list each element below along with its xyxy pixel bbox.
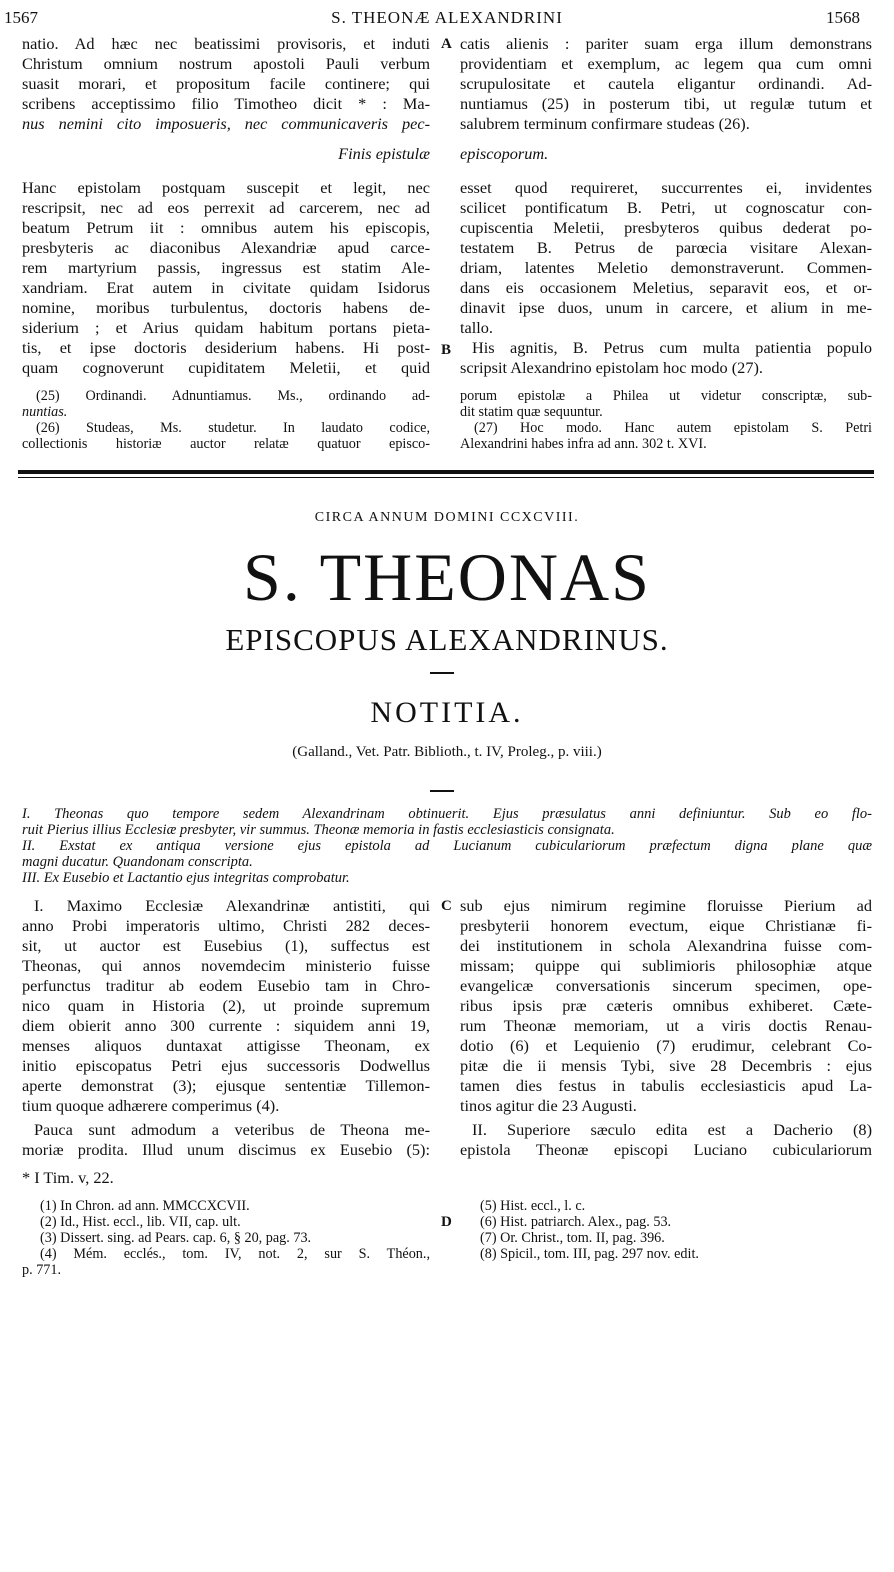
text-line: tium quoque adhærere comperimus (4). — [22, 1096, 280, 1115]
text-line: moriæ prodita. Illud unum discimus ex Eusebio (5): — [22, 1140, 430, 1159]
text-line: scilicet pontificatum B. Petri, ut cognoscatur con- — [460, 198, 872, 217]
finis-right: episcoporum. — [460, 144, 549, 163]
text-line: ribus ipsis præ cæteris omnibus exhiberet. Cæte- — [460, 996, 872, 1015]
text-line: salubrem terminum confirmare studeas (26). — [460, 114, 750, 133]
text-line: scrupulositate et cautela eligantur ordinandi. Ad- — [460, 74, 872, 93]
page-number-left: 1567 — [4, 8, 38, 27]
text-line: Christum omnium nostrum apostoli Pauli verbum — [22, 54, 430, 73]
footnote-line: dit statim quæ sequuntur. — [460, 404, 603, 420]
text-line: tinos agitur die 23 Augusti. — [460, 1096, 637, 1115]
text-line: aperte demonstrat (3); ejusque sententiæ Tillemon- — [22, 1076, 430, 1095]
source-line: (Galland., Vet. Patr. Biblioth., t. IV, Proleg., p. viii.) — [292, 744, 602, 760]
footnote-line: (26) Studeas, Ms. studetur. In laudato codice, — [36, 420, 430, 436]
text-line: nuntiamus (25) in posterum tibi, ut regulæ tutum et — [460, 94, 872, 113]
footnote-line: (25) Ordinandi. Adnuntiamus. Ms., ordinando ad- — [36, 388, 430, 404]
footnote-line: (7) Or. Christ., tom. II, pag. 396. — [480, 1230, 665, 1246]
text-line: tamen dies festus in tabulis ecclesiasticis apud La- — [460, 1076, 872, 1095]
footnote-line: collectionis historiæ auctor relatæ quatuor episco- — [22, 436, 430, 452]
summary-line: magni ducatur. Quandonam conscripta. — [22, 854, 253, 870]
text-line: providentiam et exemplum, ac legem qua cum omni — [460, 54, 872, 73]
summary-line: ruit Pierius illius Ecclesiæ presbyter, vir summus. Theonæ memoria in fastis ecclesiasticis consignata. — [22, 822, 615, 838]
main-title: S. THEONAS — [243, 539, 651, 615]
text-line: presbyteris ac diaconibus Alexandriæ apud carce- — [22, 238, 430, 257]
text-line: rem martyrium passis, ingressus est statim Ale- — [22, 258, 430, 277]
footnote-line: nuntias. — [22, 404, 68, 420]
short-rule — [430, 790, 454, 792]
text-line: missam; quippe qui sublimioris philosophiæ atque — [460, 956, 872, 975]
text-line: beatum Petrum iit : omnibus autem his episcopis, — [22, 218, 430, 237]
text-line: evangelicæ conversationis sincerum specimen, ope- — [460, 976, 872, 995]
text-line: dans eis occasionem Meletius, separavit eos, et or- — [460, 278, 872, 297]
text-line: nomine, moribus turbulentus, doctoris habens de- — [22, 298, 430, 317]
footnote-line: (2) Id., Hist. eccl., lib. VII, cap. ult. — [40, 1214, 241, 1230]
text-line: pitæ die ii mensis Tybi, sive 28 Decembris : ejus — [460, 1056, 872, 1075]
circa-heading: CIRCA ANNUM DOMINI CCXCVIII. — [314, 510, 580, 525]
margin-letter-c: C — [441, 898, 452, 914]
notitia-heading: NOTITIA. — [370, 696, 524, 729]
text-line: cupiscentia Meletii, presbyteros quibus dederat po- — [460, 218, 872, 237]
finis-left: Finis epistulæ — [338, 144, 430, 163]
text-line: Theonas, qui annos novemdecim ministerio fuisse — [22, 956, 430, 975]
text-line: rescripsit, nec ad eos perrexit ad carcerem, nec ad — [22, 198, 430, 217]
text-line: I. Maximo Ecclesiæ Alexandrinæ antistiti, qui — [34, 896, 430, 915]
subtitle: EPISCOPUS ALEXANDRINUS. — [225, 622, 669, 657]
text-line: sit, ut auctor est Eusebius (1), suffectus est — [22, 936, 430, 955]
footnote-line: p. 771. — [22, 1262, 62, 1278]
separator-rule-thick — [18, 470, 874, 474]
text-line: nus nemini cito imposueris, nec communicaveris pec- — [22, 114, 430, 133]
footnote-line: (27) Hoc modo. Hanc autem epistolam S. Petri — [474, 420, 872, 436]
text-line: tallo. — [460, 318, 494, 337]
text-line: dei institutionem in schola Alexandrina fuisse com- — [460, 936, 872, 955]
footnote-line: (4) Mém. ecclés., tom. IV, not. 2, sur S. Théon., — [40, 1246, 430, 1262]
text-line: diem obierit anno 300 currente : siquidem anni 19, — [22, 1016, 430, 1035]
text-line: anno Probi imperatoris ultimo, Christi 282 deces- — [22, 916, 430, 935]
running-title: S. THEONÆ ALEXANDRINI — [331, 8, 563, 27]
text-line: scripsit Alexandrino epistolam hoc modo (27). — [460, 358, 763, 377]
text-line: menses aliquos duntaxat attigisse Theonam, ex — [22, 1036, 430, 1055]
text-line: testatem B. Petrus de parœcia visitare Alexan- — [460, 238, 872, 257]
text-line: xandriam. Erat autem in civitate quidam Isidorus — [22, 278, 430, 297]
text-line: scribens acceptissimo filio Timotheo dicit * : Ma- — [22, 94, 430, 113]
footnote-line: (3) Dissert. sing. ad Pears. cap. 6, § 20, pag. 73. — [40, 1230, 312, 1246]
text-line: nico quam in Historia (2), ut proinde supremum — [22, 996, 430, 1015]
text-line: natio. Ad hæc nec beatissimi provisoris, et induti — [22, 34, 430, 53]
text-line: dinavit ipse duos, unum in carcere, et alium in me- — [460, 298, 872, 317]
text-line: rum Theonæ memoriam, ut a viris doctis Renau- — [460, 1016, 872, 1035]
page-number-right: 1568 — [826, 8, 860, 27]
footnote-line: (5) Hist. eccl., l. c. — [480, 1198, 586, 1214]
text-line: quam cognoverunt cupiditatem Meletii, et quid — [22, 358, 430, 377]
text-line: suasit morari, et propositum facile continere; qui — [22, 74, 430, 93]
text-line: initio episcopatus Petri ejus successoris Dodwellus — [22, 1056, 430, 1075]
text-line: siderium ; et Arius quidam habitum portans pieta- — [22, 318, 430, 337]
margin-letter-b: B — [441, 342, 452, 358]
text-line: tis, et ipse doctoris desiderium habens. Hi post- — [22, 338, 430, 357]
text-line: II. Superiore sæculo edita est a Dacherio (8) — [472, 1120, 872, 1139]
text-line: esset quod requireret, succurrentes ei, invidentes — [460, 178, 872, 197]
separator-rule-thin — [18, 477, 874, 478]
text-line: Hanc epistolam postquam suscepit et legit, nec — [22, 178, 430, 197]
text-line: driam, latentes Meletio demonstraverunt. Commen- — [460, 258, 872, 277]
text-line: His agnitis, B. Petrus cum multa patientia populo — [472, 338, 872, 357]
text-line: dotio (6) et Lequienio (7) erudimur, celebrant Co- — [460, 1036, 872, 1055]
footnote-line: (6) Hist. patriarch. Alex., pag. 53. — [480, 1214, 672, 1230]
footnote-line: Alexandrini habes infra ad ann. 302 t. XVI. — [460, 436, 707, 452]
text-line: Pauca sunt admodum a veteribus de Theona me- — [34, 1120, 430, 1139]
summary-line: II. Exstat ex antiqua versione ejus epistola ad Lucianum cubiculariorum præfectum digna plane quæ — [22, 838, 872, 854]
short-rule — [430, 672, 454, 674]
text-line: presbyterii honorem evectum, eique Christianæ fi- — [460, 916, 872, 935]
margin-letter-a: A — [441, 36, 452, 52]
text-line: catis alienis : pariter suam erga illum demonstrans — [460, 34, 872, 53]
text-line: sub ejus nimirum regimine floruisse Pierium ad — [460, 896, 872, 915]
footnote-line: (1) In Chron. ad ann. MMCCXCVII. — [40, 1198, 250, 1214]
footnote-line: (8) Spicil., tom. III, pag. 297 nov. edit. — [480, 1246, 699, 1262]
margin-letter-d: D — [441, 1214, 452, 1230]
text-line: epistola Theonæ episcopi Luciano cubiculariorum — [460, 1140, 872, 1159]
footnote-line: porum epistolæ a Philea ut videtur conscriptæ, sub- — [460, 388, 872, 404]
scripture-reference: * I Tim. v, 22. — [22, 1168, 114, 1187]
summary-line: III. Ex Eusebio et Lactantio ejus integritas comprobatur. — [22, 870, 350, 886]
text-line: perfunctus traditur ab eodem Eusebio tam in Chro- — [22, 976, 430, 995]
summary-line: I. Theonas quo tempore sedem Alexandrinam obtinuerit. Ejus præsulatus anni definiuntur. Sub eo flo- — [22, 806, 872, 822]
